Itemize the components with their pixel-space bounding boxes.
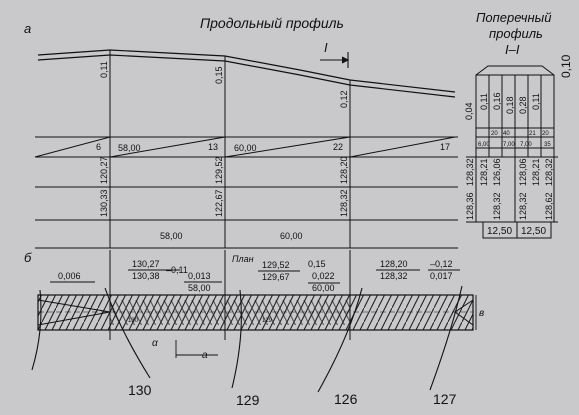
longitudinal-profile-title: Продольный профиль xyxy=(200,15,344,31)
callout-value: 0,013 xyxy=(188,271,211,281)
slope-value: 0,15 xyxy=(214,66,224,84)
callout-value: 129,67 xyxy=(262,272,290,282)
slope-value: 0,12 xyxy=(339,90,349,108)
panel-b-label: б xyxy=(24,250,32,265)
section-mark-i: I xyxy=(324,40,328,55)
cross-elevations-row1 xyxy=(465,158,554,186)
cross-profile-title-line1: Поперечный xyxy=(476,10,552,25)
design-elevation: 129,52 xyxy=(214,156,224,184)
bottom-length: 60,00 xyxy=(280,231,303,241)
callout-value: 128,20 xyxy=(380,259,408,269)
cross-elevation: 126,06 xyxy=(492,158,502,186)
inner-mark: 129 xyxy=(262,318,273,324)
cross-mark: 35 xyxy=(544,142,551,148)
callout-value: –0,12 xyxy=(430,259,453,269)
callout-value: 0,022 xyxy=(312,271,335,281)
cross-profile-title-line2: профиль xyxy=(489,26,543,41)
spacing-mark: 17 xyxy=(440,142,451,152)
spacing-mark: 22 xyxy=(333,142,344,152)
cross-elevation: 128,21 xyxy=(479,158,489,186)
cross-elevation: 128,32 xyxy=(518,192,528,220)
station-lines xyxy=(110,50,350,248)
cross-value: 0,16 xyxy=(492,92,502,110)
contour-label: 127 xyxy=(433,391,457,407)
cross-elevation: 128,32 xyxy=(492,192,502,220)
cross-value: 0,18 xyxy=(505,96,515,114)
design-elevation: 128,20 xyxy=(339,156,349,184)
cross-mark: 40 xyxy=(503,131,510,137)
cross-mark: 20 xyxy=(491,131,498,137)
a-dimension xyxy=(176,340,218,358)
section-mark-label: I–I xyxy=(505,42,520,57)
contour-label: 126 xyxy=(334,391,358,407)
alpha-mark: α xyxy=(152,338,158,349)
spacing-band xyxy=(96,142,450,153)
spacing-mark: 6 xyxy=(96,142,102,152)
callout-value: 60,00 xyxy=(312,283,335,293)
callout-value: 129,52 xyxy=(262,260,290,270)
plan-slope-left: 0,006 xyxy=(58,271,81,281)
panel-a-label: а xyxy=(24,21,32,36)
callout-value: 130,38 xyxy=(132,271,160,281)
callout-value: 128,32 xyxy=(380,271,408,281)
inner-mark: 130 xyxy=(128,318,139,324)
cross-elevation: 128,62 xyxy=(544,192,554,220)
cross-slope-top: 0,10 xyxy=(559,54,573,78)
cross-elevation: 128,21 xyxy=(531,158,541,186)
slope-value: 0,11 xyxy=(99,61,109,78)
callout-value: 0,017 xyxy=(430,271,453,281)
width-mark: в xyxy=(479,308,485,319)
spacing-mark: 13 xyxy=(208,142,219,152)
cross-mark: 20 xyxy=(542,131,549,137)
cross-value: 0,11 xyxy=(479,93,489,110)
bottom-length: 58,00 xyxy=(160,231,183,241)
cross-elevation: 128,32 xyxy=(544,158,554,186)
callout-value: 0,15 xyxy=(308,259,326,269)
callout-value: 58,00 xyxy=(188,283,211,293)
callout-value: 130,27 xyxy=(132,259,160,269)
cross-value: 0,04 xyxy=(464,102,474,120)
ground-elevation: 128,32 xyxy=(339,189,349,217)
cross-value: 0,11 xyxy=(531,93,541,110)
plan-road-band xyxy=(38,295,473,330)
contour-label: 129 xyxy=(236,392,260,408)
cross-box-value: 12,50 xyxy=(487,226,513,237)
cross-elevation: 128,32 xyxy=(465,158,475,186)
segment-length: 60,00 xyxy=(234,143,257,153)
cross-elevation: 128,36 xyxy=(465,192,475,220)
segment-length: 58,00 xyxy=(118,143,141,153)
cross-mark: 21 xyxy=(529,131,536,137)
cross-elevation: 128,06 xyxy=(518,158,528,186)
plan-label: План xyxy=(232,254,254,264)
cross-elevations-row2 xyxy=(465,192,554,220)
ground-elevation: 122,67 xyxy=(214,189,224,217)
callout-value: –0,11 xyxy=(166,265,188,275)
design-elevations xyxy=(99,156,349,184)
profile-slopes xyxy=(99,61,349,108)
design-elevation: 120,27 xyxy=(99,156,109,184)
cross-mark: 7,00 xyxy=(520,142,532,148)
a-mark: a xyxy=(202,350,208,361)
cross-value: 0,28 xyxy=(518,96,528,114)
cross-mark: 7,00 xyxy=(503,142,515,148)
contour-label: 130 xyxy=(128,382,152,398)
ground-elevation: 130,33 xyxy=(99,189,109,217)
cross-mark: 6,00 xyxy=(478,142,490,148)
cross-box-value: 12,50 xyxy=(521,226,547,237)
ground-elevations xyxy=(99,189,349,217)
